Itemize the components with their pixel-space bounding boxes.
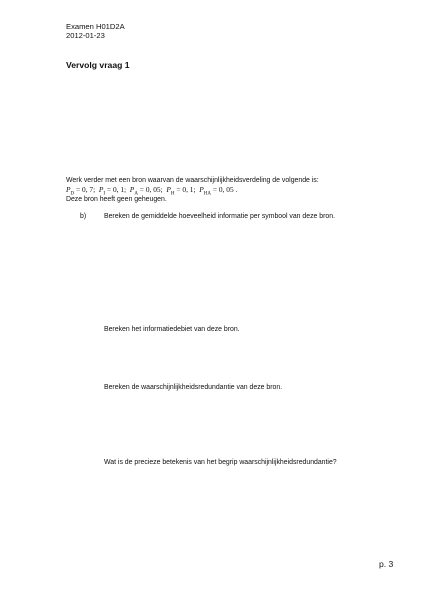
probability-formula: $P_D = 0$, 7; $P_I = 0$, 1; $P_A = 0$, 05; $P_H = 0$, 1; $P_{HA} = 0$, 05 . <box>66 185 238 197</box>
prob-h: $P_H = 0$, 1 <box>166 185 194 197</box>
exam-code: Examen H01D2A <box>66 22 125 31</box>
prob-i: $P_I = 0$, 1 <box>98 185 125 197</box>
question-b-text: Bereken de gemiddelde hoeveelheid informatie per symbool van deze bron. <box>104 213 335 220</box>
prob-d: $P_D = 0$, 7 <box>66 185 94 197</box>
question-debiet: Bereken het informatiedebiet van deze bron. <box>104 326 240 333</box>
prob-a: $P_A = 0$, 05 <box>129 185 161 197</box>
page-title: Vervolg vraag 1 <box>66 60 130 70</box>
intro-line: Werk verder met een bron waarvan de waarschijnlijkheidsverdeling de volgende is: <box>66 177 319 184</box>
prob-ha: $P_{HA} = 0$, 05 <box>199 185 234 197</box>
exam-date: 2012-01-23 <box>66 31 105 40</box>
question-b-label: b) <box>80 213 87 220</box>
question-betekenis: Wat is de precieze betekenis van het begrip waarschijnlijkheidsredundantie? <box>104 459 337 466</box>
question-redundantie: Bereken de waarschijnlijkheidsredundantie van deze bron. <box>104 384 283 391</box>
page-number: p. 3 <box>379 559 394 569</box>
memoryless-note: Deze bron heeft geen geheugen. <box>66 196 167 203</box>
